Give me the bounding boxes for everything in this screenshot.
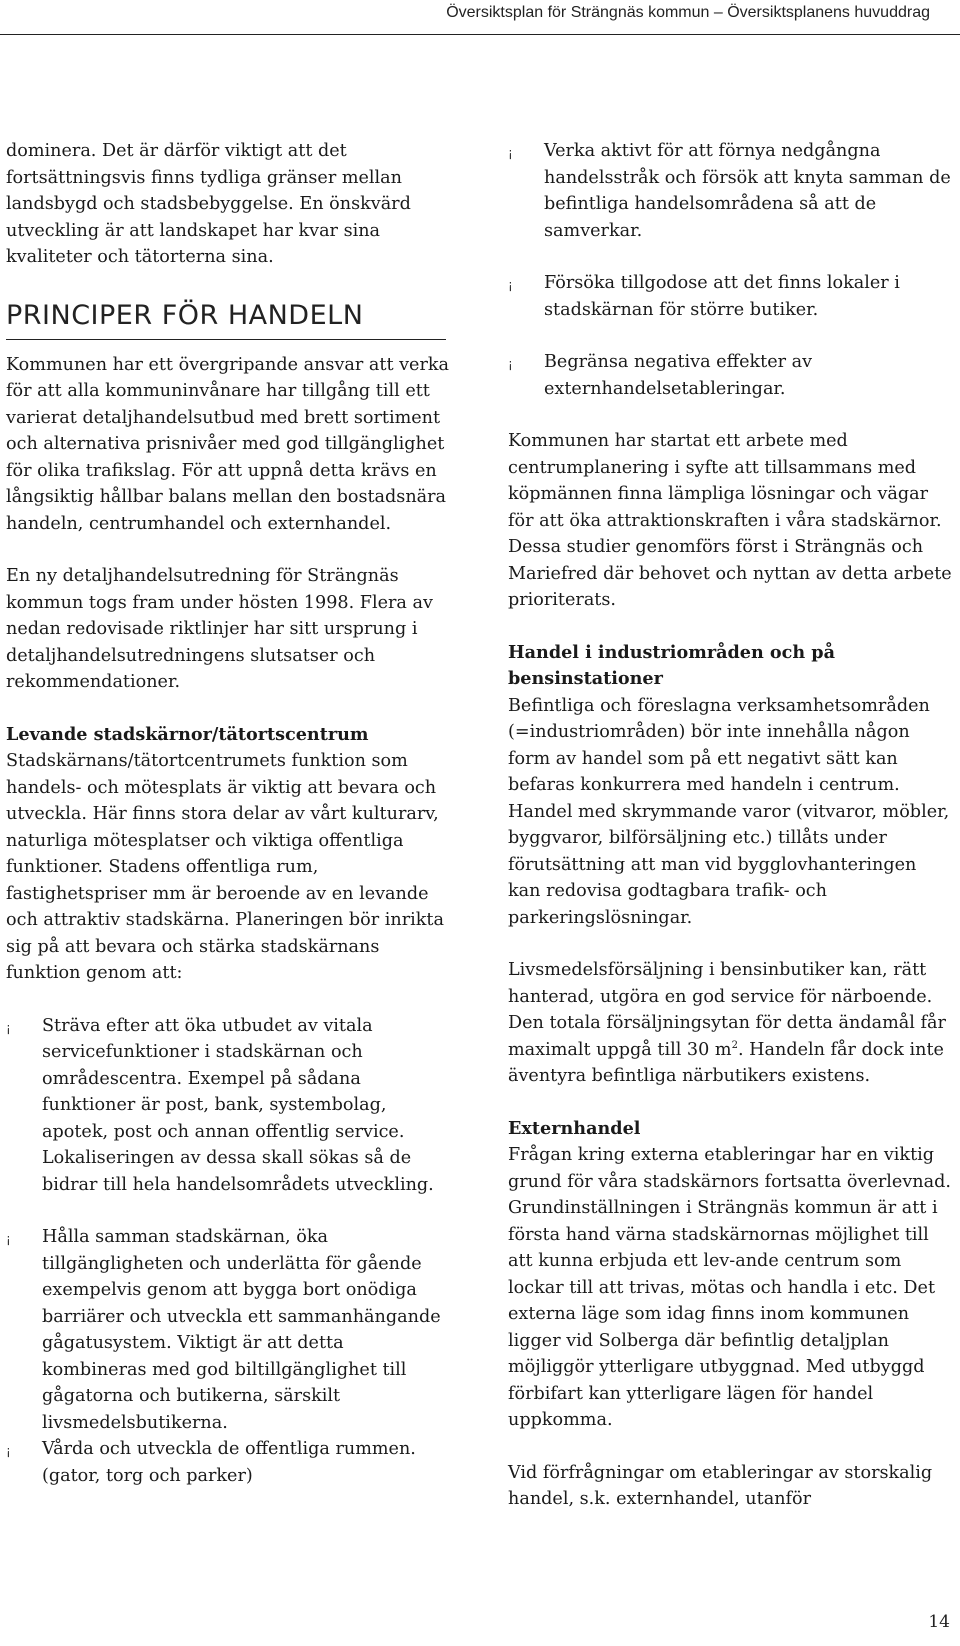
livsmedel-paragraph bbox=[508, 957, 954, 1090]
centrumplanering-paragraph: Kommunen har startat ett arbete med centrumplanering i syfte att tillsammans med köpmännen finna lämpliga lösningar och vägar för att öka attraktionskraften i våra stadskärnor. Dessa studier genomförs först i Strängnäs och Mariefred där behovet och nyttan av detta arbete prioriterats. bbox=[508, 431, 952, 610]
bullet-icon: ¡ bbox=[6, 1232, 11, 1246]
bullet-icon: ¡ bbox=[508, 278, 513, 292]
principles-paragraph-1: Kommunen har ett övergripande ansvar att verka för att alla kommuninvånare har tillgång till ett varierat detaljhandelsutbud med brett sortiment och alternativa prisnivåer med god tillgänglighet för olika trafikslag. För att uppnå detta krävs en långsiktig hållbar balans mellan den bostadsnära handeln, centrumhandel och externhandel. bbox=[6, 354, 450, 534]
list-item-text: Begränsa negativa effekter av externhandelsetableringar. bbox=[544, 352, 813, 399]
list-item-text: Hålla samman stadskärnan, öka tillgängligheten och underlätta för gående exempelvis genom att bygga bort onödiga barriärer och utveckla ett sammanhängande gågatusystem. Viktigt är att detta kombineras med god biltillgänglighet till gågatorna och butikerna, särskilt livsmedelsbutikerna. bbox=[42, 1227, 441, 1433]
bullet-icon: ¡ bbox=[508, 146, 513, 160]
stadskarnor-bullet-list bbox=[6, 1013, 452, 1490]
running-title: Översiktsplan för Strängnäs kommun – Översiktsplanens huvuddrag bbox=[446, 4, 930, 21]
section-heading-stadskarnor: Levande stadskärnor/tätortscentrum bbox=[6, 723, 369, 745]
section-text-externhandel: Frågan kring externa etableringar har en viktig grund för våra stadskärnors fortsatta överlevnad. Grundinställningen i Strängnäs kommun är att i första hand värna stadskärnornas möjlighet till att kunna erbjuda ett lev-ande centrum som lockar till att trivas, mötas och handla i etc. Det externa läge som idag finns inom kommunen ligger vid Solberga där befintlig detaljplan möjliggör ytterligare utbyggnad. Med utbyggd förbifart kan ytterligare lägen för handel uppkomma. bbox=[508, 1145, 951, 1430]
page-number: 14 bbox=[928, 1612, 950, 1632]
list-item bbox=[508, 349, 954, 402]
livsmedel-text-tail: . Handeln får dock inte äventyra befintliga närbutikers existens. bbox=[508, 1039, 944, 1086]
section-text-industriomraden: Befintliga och föreslagna verksamhetsområden (=industriområden) bör inte innehålla någon form av handel som på ett negativt sätt kan befaras konkurrera med handeln i centrum. Handel med skrymmande varor (vitvaror, möbler, byggvaror, bilförsäljning etc.) tillåts under förutsättning att man vid bygglovhanteringen kan redovisa godtagbara trafik- och parkeringslösningar. bbox=[508, 695, 950, 928]
list-item bbox=[508, 138, 954, 244]
list-item bbox=[6, 1436, 452, 1489]
left-column bbox=[6, 138, 452, 1515]
principles-paragraph-2: En ny detaljhandelsutredning för Strängnäs kommun togs fram under hösten 1998. Flera av nedan redovisade riktlinjer har sitt ursprung i detaljhandelsutredningens slutsatser och rekommendationer. bbox=[6, 566, 433, 692]
header-rule bbox=[0, 34, 960, 35]
bullet-icon: ¡ bbox=[508, 357, 513, 371]
list-item-text: Vårda och utveckla de offentliga rummen. (gator, torg och parker) bbox=[42, 1439, 416, 1486]
running-head bbox=[0, 4, 930, 22]
section-text-stadskarnor: Stadskärnans/tätortcentrumets funktion som handels- och mötesplats är viktig att bevara och utveckla. Här finns stora delar av vårt kulturarv, naturliga mötesplatser och viktiga offentliga funktioner. Stadens offentliga rum, fastighetspriser mm är beroende av en levande och attraktiv stadskärna. Planeringen bör inrikta sig på att bevara och stärka stadskärnans funktion genom att: bbox=[6, 751, 444, 983]
bullet-icon: ¡ bbox=[6, 1444, 11, 1458]
right-bullet-list bbox=[508, 138, 954, 402]
superscript: 2 bbox=[731, 1039, 738, 1051]
section-heading-industriomraden: Handel i industriområden och på bensinstationer bbox=[508, 641, 835, 689]
right-column bbox=[508, 138, 954, 1539]
section-heading-externhandel: Externhandel bbox=[508, 1117, 641, 1139]
list-item-text: Försöka tillgodose att det finns lokaler i stadskärnan för större butiker. bbox=[544, 273, 900, 320]
principles-heading: PRINCIPER FÖR HANDELN bbox=[6, 299, 364, 331]
livsmedel-text: Livsmedelsförsäljning i bensinbutiker kan, rätt hanterad, utgöra en god service för närboende. Den totala försäljningsytan för detta ändamål får maximalt uppgå till 30 m bbox=[508, 960, 946, 1060]
list-item bbox=[6, 1013, 452, 1199]
list-item-text: Verka aktivt för att förnya nedgångna handelsstråk och försök att knyta samman de befintliga handelsområdena så att de samverkar. bbox=[544, 141, 951, 241]
list-item bbox=[508, 270, 954, 323]
forfragningar-paragraph: Vid förfrågningar om etableringar av storskalig handel, s.k. externhandel, utanför bbox=[508, 1462, 933, 1509]
bullet-icon: ¡ bbox=[6, 1020, 11, 1035]
heading-rule bbox=[6, 339, 446, 340]
intro-paragraph: dominera. Det är därför viktigt att det fortsättningsvis finns tydliga gränser mellan landsbygd och stadsbebyggelse. En önskvärd utveckling är att landskapet har kvar sina kvaliteter och tätorterna sina. bbox=[6, 141, 411, 267]
list-item bbox=[6, 1224, 452, 1436]
list-item-text: Sträva efter att öka utbudet av vitala servicefunktioner i stadskärnan och områdescentra. Exempel på sådana funktioner är post, bank, systembolag, apotek, post och annan offentlig service. Lokaliseringen av dessa skall sökas så de bidrar till hela handelsområdets utveckling. bbox=[42, 1015, 434, 1195]
